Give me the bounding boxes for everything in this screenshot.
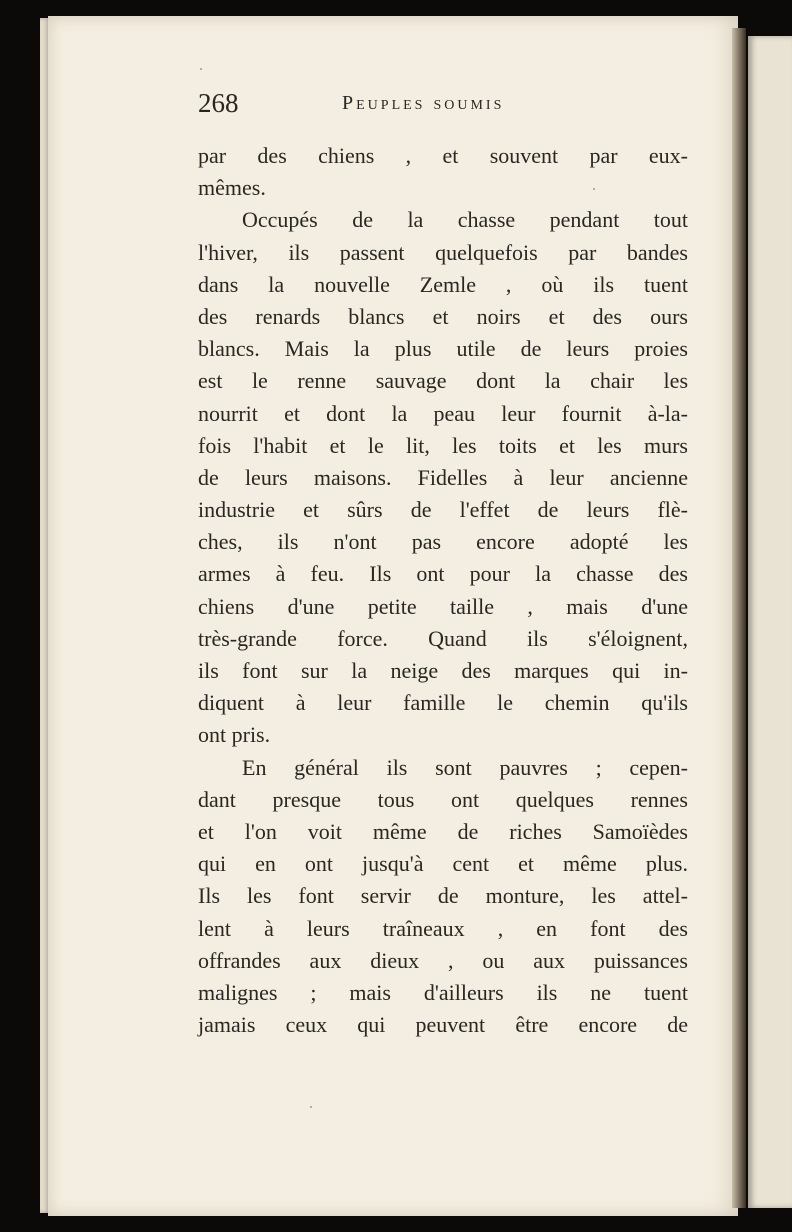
ink-speck — [200, 68, 202, 70]
text-line: mêmes. — [198, 175, 266, 201]
ink-speck — [310, 1106, 312, 1108]
text-line: industrie et sûrs de l'effet de leurs flè- — [198, 497, 688, 523]
facing-page-edge — [748, 36, 792, 1208]
book-gutter — [732, 28, 746, 1208]
text-line: fois l'habit et le lit, les toits et les murs — [198, 432, 688, 458]
text-line: et l'on voit même de riches Samoïèdes — [198, 818, 688, 844]
text-line: armes à feu. Ils ont pour la chasse des — [198, 561, 688, 587]
text-line: ils font sur la neige des marques qui in- — [198, 658, 688, 683]
text-line: dant presque tous ont quelques rennes — [198, 786, 688, 812]
text-line: Ils les font servir de monture, les attel- — [198, 883, 688, 909]
text-line: nourrit et dont la peau leur fournit à-la- — [198, 400, 688, 426]
text-line: jamais ceux qui peuvent être encore de — [198, 1012, 688, 1038]
text-line: dans la nouvelle Zemle , où ils tuent — [198, 271, 688, 297]
page-header — [198, 88, 698, 128]
text-line: offrandes aux dieux , ou aux puissances — [198, 947, 688, 973]
text-line: lent à leurs traîneaux , en font des — [198, 915, 688, 941]
text-line: des renards blancs et noirs et des ours — [198, 303, 688, 329]
text-line: l'hiver, ils passent quelquefois par bandes — [198, 239, 688, 265]
text-line: En général ils sont pauvres ; cepen- — [242, 754, 688, 780]
text-line: qui en ont jusqu'à cent et même plus. — [198, 851, 688, 877]
text-line: blancs. Mais la plus utile de leurs proies — [198, 336, 688, 362]
text-line: est le renne sauvage dont la chair les — [198, 368, 688, 394]
text-line: très-grande force. Quand ils s'éloignent, — [198, 625, 688, 651]
text-line: par des chiens , et souvent par eux- — [198, 143, 688, 168]
text-line: de leurs maisons. Fidelles à leur ancienne — [198, 464, 688, 490]
text-line: Occupés de la chasse pendant tout — [242, 207, 688, 233]
text-line: ont pris. — [198, 722, 271, 748]
page-number: 268 — [198, 88, 239, 118]
text-line: chiens d'une petite taille , mais d'une — [198, 593, 688, 619]
body-text — [198, 140, 688, 1041]
text-line: malignes ; mais d'ailleurs ils ne tuent — [198, 979, 688, 1005]
running-head: Peuples soumis — [342, 92, 505, 114]
text-line: ches, ils n'ont pas encore adopté les — [198, 529, 688, 555]
text-line: diquent à leur famille le chemin qu'ils — [198, 690, 688, 716]
